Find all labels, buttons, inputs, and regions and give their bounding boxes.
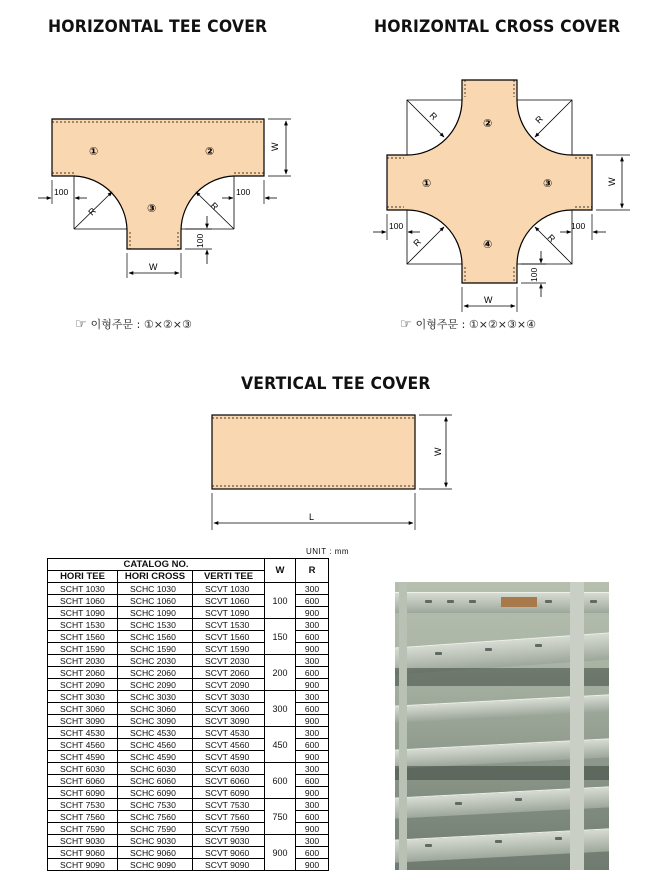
r-value-cell: 600 [296,595,329,607]
verti-tee-cell: SCVT 7530 [193,799,265,811]
verti-tee-cell: SCVT 6090 [193,787,265,799]
table-row [48,655,329,667]
w-value-cell: 750 [265,799,296,835]
h-cross-part-1: ① [422,178,432,190]
horizontal-cross-order-text: 이형주문 : ①×②×③×④ [415,318,536,331]
hori-tee-cell: SCHT 4590 [48,751,118,763]
hori-cross-cell: SCHC 4560 [118,739,193,751]
verti-tee-cell: SCVT 3060 [193,703,265,715]
r-value-cell: 900 [296,823,329,835]
h-tee-100-left: 100 [54,187,69,197]
r-value-cell: 900 [296,679,329,691]
h-tee-100-right: 100 [236,187,251,197]
hori-cross-cell: SCHC 7560 [118,811,193,823]
hori-tee-cell: SCHT 3060 [48,703,118,715]
verti-tee-cell: SCVT 7560 [193,811,265,823]
pointing-hand-icon: ☞ [400,317,412,332]
v-tee-w: W [433,447,443,456]
hori-cross-cell: SCHC 1530 [118,619,193,631]
h-cross-part-4: ④ [483,239,493,251]
verti-tee-cell: SCVT 1090 [193,607,265,619]
hori-tee-cell: SCHT 4530 [48,727,118,739]
horizontal-tee-order-note [75,316,192,332]
h-tee-100-bottom: 100 [195,233,205,248]
verti-tee-cell: SCVT 1030 [193,583,265,595]
verti-tee-cell: SCVT 4560 [193,739,265,751]
w-column-header: W [265,559,296,583]
r-value-cell: 900 [296,607,329,619]
verti-tee-cell: SCVT 4530 [193,727,265,739]
hori-tee-cell: SCHT 2090 [48,679,118,691]
r-column-header: R [296,559,329,583]
verti-tee-header: VERTI TEE [193,571,265,583]
horizontal-cross-title: HORIZONTAL CROSS COVER [374,17,621,37]
hori-tee-cell: SCHT 7530 [48,799,118,811]
vertical-tee-diagram [212,415,452,530]
hori-tee-cell: SCHT 3090 [48,715,118,727]
catalog-group-header: CATALOG NO. [48,559,265,571]
table-row [48,727,329,739]
table-row [48,799,329,811]
hori-cross-cell: SCHC 3030 [118,691,193,703]
r-value-cell: 300 [296,727,329,739]
hori-tee-cell: SCHT 9030 [48,835,118,847]
hori-tee-cell: SCHT 1030 [48,583,118,595]
verti-tee-cell: SCVT 9030 [193,835,265,847]
w-value-cell: 300 [265,691,296,727]
r-value-cell: 600 [296,775,329,787]
hori-cross-cell: SCHC 9030 [118,835,193,847]
r-value-cell: 300 [296,619,329,631]
w-value-cell: 200 [265,655,296,691]
r-value-cell: 900 [296,751,329,763]
hori-tee-cell: SCHT 7560 [48,811,118,823]
h-cross-r-tl: R [427,110,440,123]
catalog-table-body [48,583,329,871]
hori-tee-header: HORI TEE [48,571,118,583]
hori-cross-cell: SCHC 9090 [118,859,193,871]
verti-tee-cell: SCVT 9060 [193,847,265,859]
hori-tee-cell: SCHT 1530 [48,619,118,631]
hori-cross-cell: SCHC 4530 [118,727,193,739]
hori-tee-cell: SCHT 4560 [48,739,118,751]
verti-tee-cell: SCVT 3090 [193,715,265,727]
hori-tee-cell: SCHT 6090 [48,787,118,799]
h-cross-w-right: W [607,177,617,186]
r-value-cell: 900 [296,643,329,655]
r-value-cell: 300 [296,835,329,847]
horizontal-tee-diagram [38,119,291,278]
hori-cross-cell: SCHC 2030 [118,655,193,667]
r-value-cell: 600 [296,667,329,679]
hori-tee-cell: SCHT 1560 [48,631,118,643]
h-tee-w-bottom: W [149,262,158,272]
hori-cross-cell: SCHC 1090 [118,607,193,619]
hori-cross-cell: SCHC 6090 [118,787,193,799]
horizontal-cross-diagram [373,80,630,312]
hori-cross-cell: SCHC 3090 [118,715,193,727]
verti-tee-cell: SCVT 3030 [193,691,265,703]
h-cross-r-tr: R [533,113,546,126]
hori-tee-cell: SCHT 3030 [48,691,118,703]
hori-tee-cell: SCHT 2060 [48,667,118,679]
table-row [48,691,329,703]
hori-tee-cell: SCHT 7590 [48,823,118,835]
r-value-cell: 900 [296,859,329,871]
hori-cross-cell: SCHC 7590 [118,823,193,835]
hori-tee-cell: SCHT 9090 [48,859,118,871]
verti-tee-cell: SCVT 1590 [193,643,265,655]
hori-tee-cell: SCHT 2030 [48,655,118,667]
hori-tee-cell: SCHT 6060 [48,775,118,787]
w-value-cell: 100 [265,583,296,619]
hori-cross-cell: SCHC 9060 [118,847,193,859]
r-value-cell: 300 [296,691,329,703]
installation-photo [395,582,609,870]
table-row [48,763,329,775]
h-cross-r-br: R [545,232,558,245]
unit-label: UNIT : mm [306,547,350,556]
vertical-tee-title: VERTICAL TEE COVER [241,374,431,394]
r-value-cell: 600 [296,703,329,715]
table-row [48,835,329,847]
h-cross-part-2: ② [483,118,493,130]
hori-cross-cell: SCHC 7530 [118,799,193,811]
hori-cross-cell: SCHC 4590 [118,751,193,763]
verti-tee-cell: SCVT 2030 [193,655,265,667]
table-row [48,619,329,631]
hori-tee-cell: SCHT 1590 [48,643,118,655]
w-value-cell: 150 [265,619,296,655]
r-value-cell: 300 [296,799,329,811]
w-value-cell: 450 [265,727,296,763]
horizontal-cross-order-note [400,316,536,332]
hori-cross-cell: SCHC 3060 [118,703,193,715]
horizontal-tee-title: HORIZONTAL TEE COVER [48,17,268,37]
hori-cross-cell: SCHC 1060 [118,595,193,607]
w-value-cell: 900 [265,835,296,871]
hori-cross-cell: SCHC 6060 [118,775,193,787]
hori-tee-cell: SCHT 1090 [48,607,118,619]
h-tee-r-left: R [86,205,99,218]
r-value-cell: 300 [296,583,329,595]
table-row [48,583,329,595]
r-value-cell: 600 [296,811,329,823]
r-value-cell: 300 [296,655,329,667]
hori-cross-header: HORI CROSS [118,571,193,583]
h-cross-100-right: 100 [571,221,586,231]
horizontal-tee-shape [52,119,264,249]
hori-cross-cell: SCHC 1560 [118,631,193,643]
verti-tee-cell: SCVT 4590 [193,751,265,763]
hori-tee-cell: SCHT 1060 [48,595,118,607]
pointing-hand-icon: ☞ [75,317,87,332]
verti-tee-cell: SCVT 1560 [193,631,265,643]
hori-cross-cell: SCHC 1030 [118,583,193,595]
r-value-cell: 900 [296,715,329,727]
v-tee-l: L [309,512,315,522]
h-cross-100-left: 100 [389,221,404,231]
verti-tee-cell: SCVT 1530 [193,619,265,631]
hori-cross-cell: SCHC 2090 [118,679,193,691]
h-tee-w-right: W [270,142,280,151]
catalog-table [47,558,329,871]
h-tee-part-2: ② [205,146,215,158]
h-cross-100-bottom: 100 [529,267,539,282]
r-value-cell: 600 [296,847,329,859]
h-tee-r-right: R [208,200,221,213]
verti-tee-cell: SCVT 9090 [193,859,265,871]
verti-tee-cell: SCVT 1060 [193,595,265,607]
h-cross-w-bottom: W [484,295,493,305]
vertical-tee-shape [212,415,415,489]
verti-tee-cell: SCVT 2090 [193,679,265,691]
r-value-cell: 900 [296,787,329,799]
hori-cross-cell: SCHC 2060 [118,667,193,679]
hori-cross-cell: SCHC 1590 [118,643,193,655]
h-cross-r-bl: R [411,236,424,249]
hori-cross-cell: SCHC 6030 [118,763,193,775]
w-value-cell: 600 [265,763,296,799]
verti-tee-cell: SCVT 2060 [193,667,265,679]
h-cross-part-3: ③ [543,178,553,190]
hori-tee-cell: SCHT 9060 [48,847,118,859]
verti-tee-cell: SCVT 6030 [193,763,265,775]
r-value-cell: 300 [296,763,329,775]
h-tee-part-1: ① [89,146,99,158]
verti-tee-cell: SCVT 6060 [193,775,265,787]
verti-tee-cell: SCVT 7590 [193,823,265,835]
horizontal-tee-order-text: 이형주문 : ①×②×③ [90,318,192,331]
r-value-cell: 600 [296,631,329,643]
hori-tee-cell: SCHT 6030 [48,763,118,775]
r-value-cell: 600 [296,739,329,751]
h-tee-part-3: ③ [147,203,157,215]
